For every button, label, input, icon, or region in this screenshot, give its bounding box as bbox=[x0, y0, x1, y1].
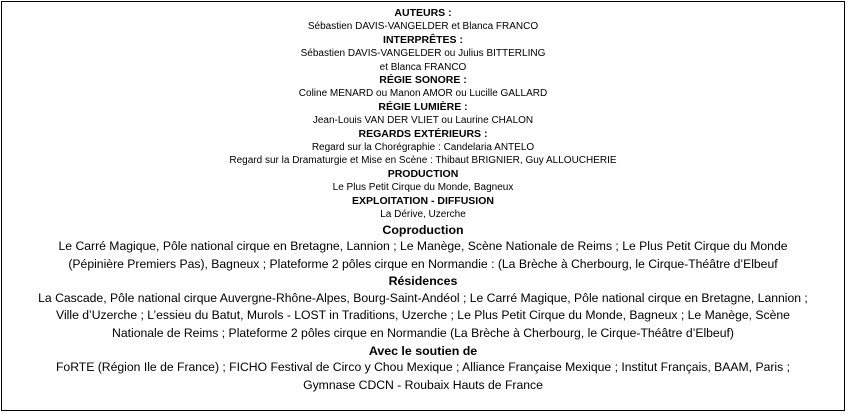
production-heading: PRODUCTION bbox=[387, 167, 459, 180]
residences-line: Nationale de Reims ; Plateforme 2 pôles cirque en Normandie (La Brèche à Cherbourg, le Cirque-Théâtre d’Elbeuf) bbox=[112, 326, 734, 341]
soutien-line: Gymnase CDCN - Roubaix Hauts de France bbox=[303, 377, 543, 392]
regards-exterieurs-line: Regard sur la Chorégraphie : Candelaria ANTELO bbox=[311, 142, 535, 154]
residences-line: Ville d’Uzerche ; L’essieu du Batut, Murols - LOST in Traditions, Uzerche ; Le Plus Petit Cirque du Monde, Bagneux ; Le Manège, Scène bbox=[56, 308, 790, 323]
interpretes-heading: INTERPRÊTES : bbox=[383, 33, 463, 46]
interpretes-line: Sébastien DAVIS-VANGELDER ou Julius BITTERLING bbox=[300, 48, 546, 60]
regie-lumiere-line: Jean-Louis VAN DER VLIET ou Laurine CHALON bbox=[312, 115, 534, 127]
residences-line: La Cascade, Pôle national cirque Auvergne-Rhône-Alpes, Bourg-Saint-Andéol ; Le Carré Magique, Pôle national cirque en Bretagne, Lannion ; bbox=[38, 290, 808, 305]
regie-lumiere-heading: RÉGIE LUMIÈRE : bbox=[378, 100, 468, 113]
regards-exterieurs-line: Regard sur la Dramaturgie et Mise en Scène : Thibaut BRIGNIER, Guy ALLOUCHERIE bbox=[229, 155, 617, 167]
residences-heading: Résidences bbox=[388, 274, 458, 289]
exploitation-line: La Dérive, Uzerche bbox=[380, 209, 466, 221]
exploitation-heading: EXPLOITATION - DIFFUSION bbox=[352, 194, 494, 207]
interpretes-line: et Blanca FRANCO bbox=[379, 61, 467, 73]
regie-sonore-heading: RÉGIE SONORE : bbox=[379, 74, 467, 87]
auteurs-heading: AUTEURS : bbox=[394, 7, 452, 19]
coproduction-line: Le Carré Magique, Pôle national cirque en Bretagne, Lannion ; Le Manège, Scène Nationale de Reims ; Le Plus Petit Cirque du Monde bbox=[58, 239, 788, 254]
soutien-heading: Avec le soutien de bbox=[368, 343, 478, 358]
regie-sonore-line: Coline MENARD ou Manon AMOR ou Lucille GALLARD bbox=[298, 88, 548, 100]
coproduction-line: (Pépinière Premiers Pas), Bagneux ; Plateforme 2 pôles cirque en Normandie : (La Brèche à Cherbourg, le Cirque-Théâtre d’Elbeuf bbox=[68, 256, 778, 271]
production-line: Le Plus Petit Cirque du Monde, Bagneux bbox=[332, 182, 514, 194]
credits-block bbox=[4, 7, 842, 394]
regards-exterieurs-heading: REGARDS EXTÉRIEURS : bbox=[358, 127, 488, 140]
soutien-line: FoRTE (Région Ile de France) ; FICHO Festival de Circo y Chou Mexique ; Alliance Française Mexique ; Institut Français, BAAM, Paris ; bbox=[55, 360, 790, 375]
coproduction-heading: Coproduction bbox=[382, 222, 464, 237]
auteurs-line: Sébastien DAVIS-VANGELDER et Blanca FRANCO bbox=[307, 21, 539, 33]
